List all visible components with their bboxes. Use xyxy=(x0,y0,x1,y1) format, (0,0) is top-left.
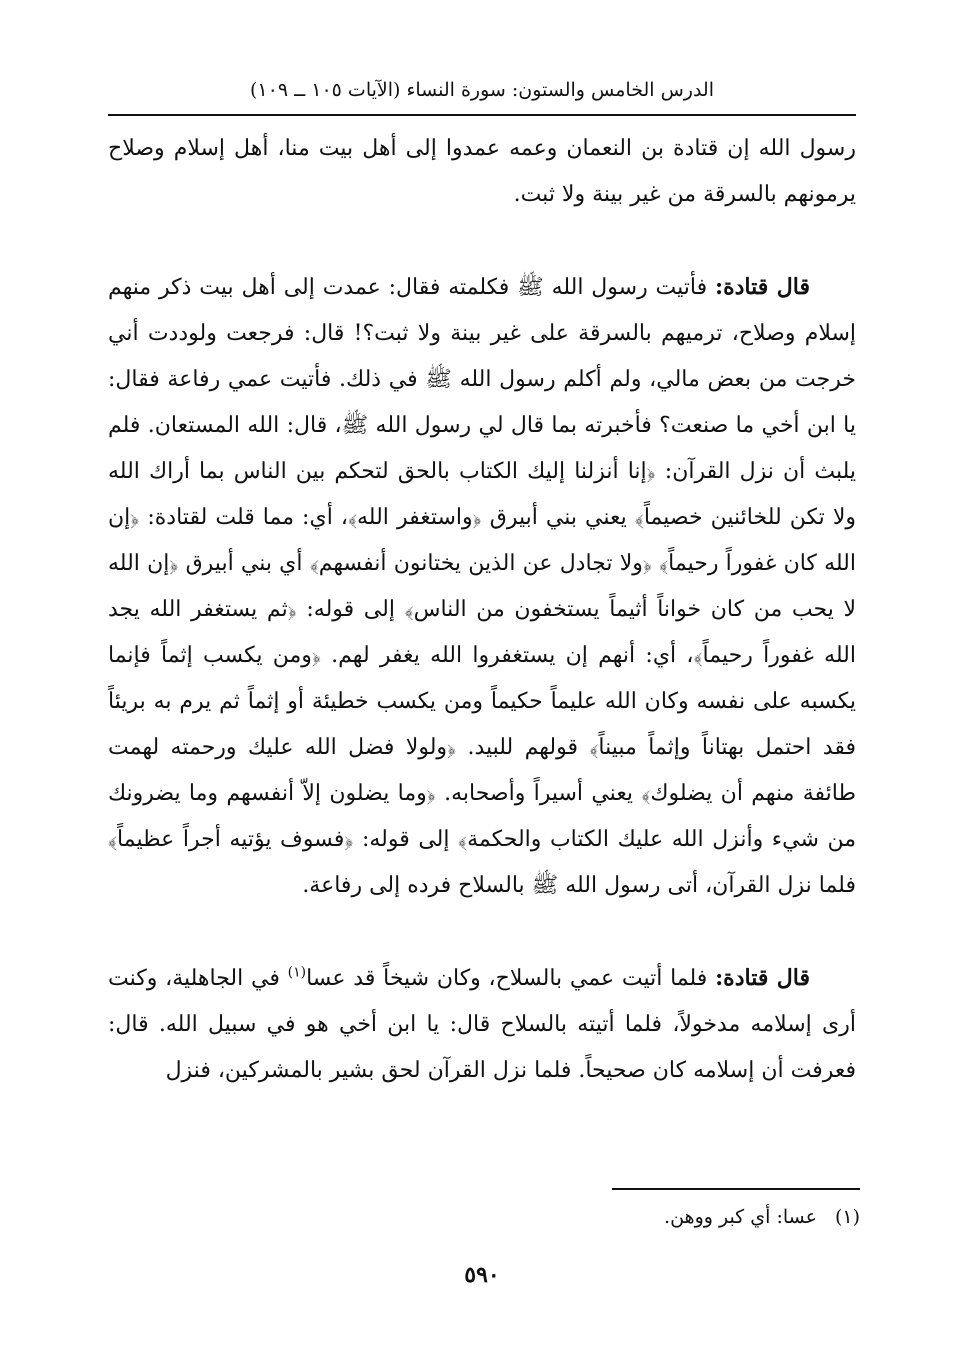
running-header: الدرس الخامس والستون: سورة النساء (الآيات ١٠٥ ــ ١٠٩) xyxy=(250,79,714,101)
paragraph-1: رسول الله إن قتادة بن النعمان وعمه عمدوا إلى أهل بيت منا، أهل إسلام وصلاح يرمونهم بالسرقة من غير بينة ولا ثبت. xyxy=(108,136,856,207)
paragraph-2 xyxy=(108,264,856,909)
paragraph-3 xyxy=(108,955,856,1094)
paragraph-2-text: فأتيت رسول الله ﷺ فكلمته فقال: عمدت إلى أهل بيت ذكر منهم إسلام وصلاح، ترميهم بالسرقة على غير بينة ولا ثبت؟! قال: فرجعت ولوددت أني خرجت من بعض مالي، ولم أكلم رسول الله ﷺ في ذلك. فأتيت عمي رفاعة فقال: يا ابن أخي ما صنعت؟ فأخبرته بما قال لي رسول الله ﷺ، قال: الله المستعان. فلم يلبث أن نزل القرآن: ﴿إنا أنزلنا إليك الكتاب بالحق لتحكم بين الناس بما أراك الله ولا تكن للخائنين خصيماً﴾ يعني بني أبيرق ﴿واستغفر الله﴾، أي: مما قلت لقتادة: ﴿إن الله كان غفوراً رحيماً﴾ ﴿ولا تجادل عن الذين يختانون أنفسهم﴾ أي بني أبيرق ﴿إن الله لا يحب من كان خواناً أثيماً يستخفون من الناس﴾ إلى قوله: ﴿ثم يستغفر الله يجد الله غفوراً رحيماً﴾، أي: أنهم إن يستغفروا الله يغفر لهم. ﴿ومن يكسب إثماً فإنما يكسبه على نفسه وكان الله عليماً حكيماً ومن يكسب خطيئة أو إثماً ثم يرم به بريئاً فقد احتمل بهتاناً وإثماً مبيناً﴾ قولهم للبيد. ﴿ولولا فضل الله عليك ورحمته لهمت طائفة منهم أن يضلوك﴾ يعني أسيراً وأصحابه. ﴿وما يضلون إلاّ أنفسهم وما يضرونك من شيء وأنزل الله عليك الكتاب والحكمة﴾ إلى قوله: ﴿فسوف يؤتيه أجراً عظيماً﴾ فلما نزل القرآن، أتى رسول الله ﷺ بالسلاح فرده إلى رفاعة. xyxy=(108,275,856,898)
footnote-number: (١) xyxy=(834,1206,860,1228)
paragraph-3-lead: قال قتادة: xyxy=(715,965,810,991)
header-rule xyxy=(108,114,856,116)
paragraph-3-text-a: فلما أتيت عمي بالسلاح، وكان شيخاً قد عسا xyxy=(306,966,716,991)
body-text xyxy=(108,120,856,1094)
paragraph-2-lead: قال قتادة: xyxy=(714,274,810,300)
paragraph-3-text-b: في الجاهلية، وكنت أرى إسلامه مدخولاً، فلما أتيته بالسلاح قال: يا ابن أخي هو في سبيل الله. قال: فعرفت أن إسلامه كان صحيحاً. فلما نزل القرآن لحق بشير بالمشركين، فنزل xyxy=(108,966,856,1083)
page-number: ٥٩٠ xyxy=(464,1262,500,1288)
footnote xyxy=(108,1200,860,1234)
footnote-rule xyxy=(612,1188,860,1190)
footnote-text: عسا: أي كبر ووهن. xyxy=(664,1206,817,1228)
footnote-reference: (١) xyxy=(287,964,307,981)
